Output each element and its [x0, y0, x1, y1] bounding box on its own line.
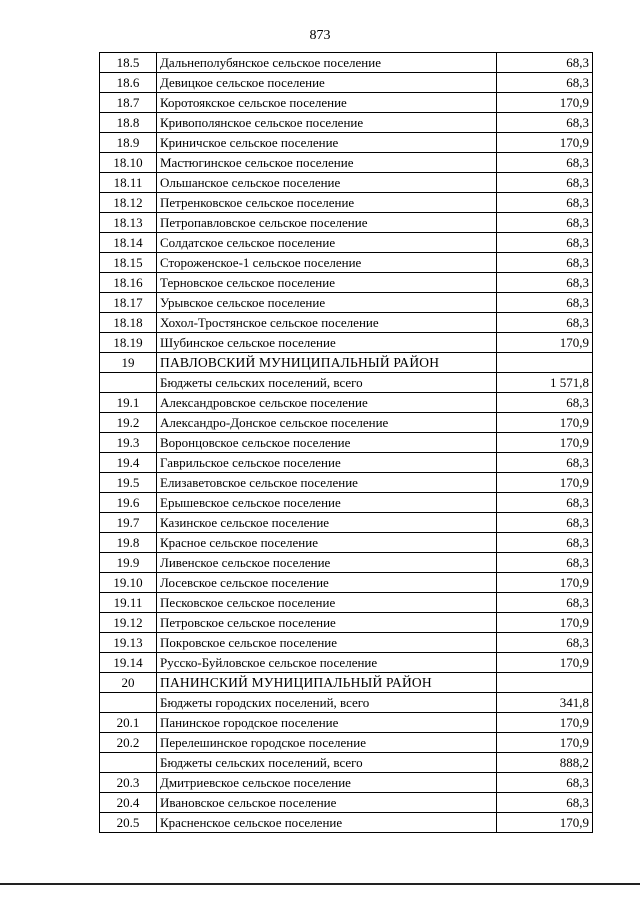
row-number-cell: 18.19: [100, 333, 157, 353]
table-row: [100, 793, 593, 813]
settlement-name-cell: Солдатское сельское поселение: [157, 233, 497, 253]
settlement-name-cell: Девицкое сельское поселение: [157, 73, 497, 93]
table-row: [100, 233, 593, 253]
row-number-cell: 20.4: [100, 793, 157, 813]
table-row: [100, 373, 593, 393]
settlement-name-cell: Хохол-Тростянское сельское поселение: [157, 313, 497, 333]
allocation-table: [99, 52, 593, 833]
table-row: [100, 653, 593, 673]
table-row: [100, 473, 593, 493]
row-value-cell: 170,9: [497, 613, 593, 633]
settlement-name-cell: Гаврильское сельское поселение: [157, 453, 497, 473]
row-number-cell: 19.10: [100, 573, 157, 593]
settlement-name-cell: Лосевское сельское поселение: [157, 573, 497, 593]
settlement-name-cell: Воронцовское сельское поселение: [157, 433, 497, 453]
row-value-cell: 68,3: [497, 533, 593, 553]
settlement-name-cell: Петропавловское сельское поселение: [157, 213, 497, 233]
table-row: [100, 253, 593, 273]
page-number: 873: [309, 28, 331, 43]
row-value-cell: 68,3: [497, 273, 593, 293]
row-value-cell: [497, 673, 593, 693]
table-row: [100, 113, 593, 133]
row-value-cell: 68,3: [497, 793, 593, 813]
row-value-cell: 170,9: [497, 133, 593, 153]
table-row: [100, 153, 593, 173]
row-number-cell: 18.17: [100, 293, 157, 313]
row-number-cell: 19.14: [100, 653, 157, 673]
table-row: [100, 293, 593, 313]
settlement-name-cell: Бюджеты сельских поселений, всего: [157, 373, 497, 393]
row-value-cell: [497, 353, 593, 373]
table-row: [100, 593, 593, 613]
row-value-cell: 341,8: [497, 693, 593, 713]
row-value-cell: 170,9: [497, 813, 593, 833]
row-value-cell: 170,9: [497, 573, 593, 593]
table-row: [100, 673, 593, 693]
row-value-cell: 68,3: [497, 293, 593, 313]
table-row: [100, 453, 593, 473]
settlement-name-cell: Дмитриевское сельское поселение: [157, 773, 497, 793]
table-row: [100, 753, 593, 773]
table-body: [100, 53, 593, 833]
row-number-cell: 19.12: [100, 613, 157, 633]
table-row: [100, 333, 593, 353]
row-number-cell: 18.13: [100, 213, 157, 233]
row-value-cell: 170,9: [497, 713, 593, 733]
settlement-name-cell: Бюджеты городских поселений, всего: [157, 693, 497, 713]
row-value-cell: 68,3: [497, 53, 593, 73]
table-row: [100, 53, 593, 73]
row-number-cell: 18.12: [100, 193, 157, 213]
table-row: [100, 73, 593, 93]
settlement-name-cell: Русско-Буйловское сельское поселение: [157, 653, 497, 673]
settlement-name-cell: Ливенское сельское поселение: [157, 553, 497, 573]
row-value-cell: 68,3: [497, 153, 593, 173]
table-row: [100, 193, 593, 213]
row-value-cell: 170,9: [497, 413, 593, 433]
row-number-cell: 20.3: [100, 773, 157, 793]
row-value-cell: 68,3: [497, 773, 593, 793]
settlement-name-cell: Ивановское сельское поселение: [157, 793, 497, 813]
table-row: [100, 493, 593, 513]
row-number-cell: 20.2: [100, 733, 157, 753]
row-value-cell: 68,3: [497, 73, 593, 93]
row-number-cell: 18.15: [100, 253, 157, 273]
table-row: [100, 433, 593, 453]
row-number-cell: 19.5: [100, 473, 157, 493]
table-row: [100, 133, 593, 153]
settlement-name-cell: Петровское сельское поселение: [157, 613, 497, 633]
settlement-name-cell: Терновское сельское поселение: [157, 273, 497, 293]
row-number-cell: 18.6: [100, 73, 157, 93]
settlement-name-cell: Коротоякское сельское поселение: [157, 93, 497, 113]
settlement-name-cell: Криничское сельское поселение: [157, 133, 497, 153]
row-value-cell: 68,3: [497, 553, 593, 573]
table-row: [100, 413, 593, 433]
row-number-cell: 18.16: [100, 273, 157, 293]
settlement-name-cell: Ерышевское сельское поселение: [157, 493, 497, 513]
table-row: [100, 633, 593, 653]
row-value-cell: 68,3: [497, 593, 593, 613]
row-number-cell: 20.1: [100, 713, 157, 733]
settlement-name-cell: Песковское сельское поселение: [157, 593, 497, 613]
settlement-name-cell: Перелешинское городское поселение: [157, 733, 497, 753]
table-row: [100, 353, 593, 373]
row-value-cell: 68,3: [497, 633, 593, 653]
table-row: [100, 573, 593, 593]
settlement-name-cell: Петренковское сельское поселение: [157, 193, 497, 213]
row-value-cell: 888,2: [497, 753, 593, 773]
row-value-cell: 68,3: [497, 233, 593, 253]
row-value-cell: 1 571,8: [497, 373, 593, 393]
table-row: [100, 773, 593, 793]
row-value-cell: 170,9: [497, 473, 593, 493]
settlement-name-cell: Александровское сельское поселение: [157, 393, 497, 413]
row-value-cell: 170,9: [497, 333, 593, 353]
row-value-cell: 68,3: [497, 213, 593, 233]
row-value-cell: 68,3: [497, 253, 593, 273]
row-number-cell: 19.4: [100, 453, 157, 473]
row-number-cell: 18.14: [100, 233, 157, 253]
table-row: [100, 313, 593, 333]
row-number-cell: 19.8: [100, 533, 157, 553]
settlement-name-cell: Кривополянское сельское поселение: [157, 113, 497, 133]
settlement-name-cell: Мастюгинское сельское поселение: [157, 153, 497, 173]
row-number-cell: 18.10: [100, 153, 157, 173]
settlement-name-cell: Урывское сельское поселение: [157, 293, 497, 313]
row-number-cell: 19.7: [100, 513, 157, 533]
row-value-cell: 68,3: [497, 193, 593, 213]
row-value-cell: 68,3: [497, 493, 593, 513]
row-value-cell: 68,3: [497, 453, 593, 473]
page-bottom-rule: [0, 883, 640, 885]
row-value-cell: 170,9: [497, 433, 593, 453]
settlement-name-cell: Панинское городское поселение: [157, 713, 497, 733]
row-number-cell: 18.5: [100, 53, 157, 73]
table-row: [100, 273, 593, 293]
row-value-cell: 68,3: [497, 393, 593, 413]
table-row: [100, 533, 593, 553]
row-number-cell: 19.3: [100, 433, 157, 453]
row-number-cell: [100, 693, 157, 713]
settlement-name-cell: Казинское сельское поселение: [157, 513, 497, 533]
row-number-cell: 19.9: [100, 553, 157, 573]
settlement-name-cell: Шубинское сельское поселение: [157, 333, 497, 353]
table-row: [100, 173, 593, 193]
row-number-cell: 20: [100, 673, 157, 693]
settlement-name-cell: Дальнеполубянское сельское поселение: [157, 53, 497, 73]
row-number-cell: 18.18: [100, 313, 157, 333]
district-name-cell: ПАНИНСКИЙ МУНИЦИПАЛЬНЫЙ РАЙОН: [157, 673, 497, 693]
settlement-name-cell: Бюджеты сельских поселений, всего: [157, 753, 497, 773]
table-row: [100, 393, 593, 413]
table-row: [100, 813, 593, 833]
settlement-name-cell: Елизаветовское сельское поселение: [157, 473, 497, 493]
row-number-cell: [100, 373, 157, 393]
table-row: [100, 733, 593, 753]
row-number-cell: 19.1: [100, 393, 157, 413]
row-value-cell: 68,3: [497, 513, 593, 533]
row-number-cell: 18.7: [100, 93, 157, 113]
row-number-cell: 18.11: [100, 173, 157, 193]
row-number-cell: 19.6: [100, 493, 157, 513]
settlement-name-cell: Стороженское-1 сельское поселение: [157, 253, 497, 273]
district-name-cell: ПАВЛОВСКИЙ МУНИЦИПАЛЬНЫЙ РАЙОН: [157, 353, 497, 373]
row-value-cell: 170,9: [497, 93, 593, 113]
table-row: [100, 213, 593, 233]
row-number-cell: 19.13: [100, 633, 157, 653]
settlement-name-cell: Ольшанское сельское поселение: [157, 173, 497, 193]
row-number-cell: 19: [100, 353, 157, 373]
settlement-name-cell: Красное сельское поселение: [157, 533, 497, 553]
table-row: [100, 613, 593, 633]
table-row: [100, 693, 593, 713]
table-row: [100, 553, 593, 573]
row-number-cell: [100, 753, 157, 773]
table-row: [100, 93, 593, 113]
settlement-name-cell: Покровское сельское поселение: [157, 633, 497, 653]
settlement-name-cell: Александро-Донское сельское поселение: [157, 413, 497, 433]
row-number-cell: 18.9: [100, 133, 157, 153]
row-number-cell: 20.5: [100, 813, 157, 833]
table-row: [100, 713, 593, 733]
row-value-cell: 170,9: [497, 653, 593, 673]
row-value-cell: 170,9: [497, 733, 593, 753]
row-number-cell: 19.11: [100, 593, 157, 613]
row-number-cell: 19.2: [100, 413, 157, 433]
row-value-cell: 68,3: [497, 113, 593, 133]
row-value-cell: 68,3: [497, 173, 593, 193]
settlement-name-cell: Красненское сельское поселение: [157, 813, 497, 833]
table-row: [100, 513, 593, 533]
row-value-cell: 68,3: [497, 313, 593, 333]
row-number-cell: 18.8: [100, 113, 157, 133]
